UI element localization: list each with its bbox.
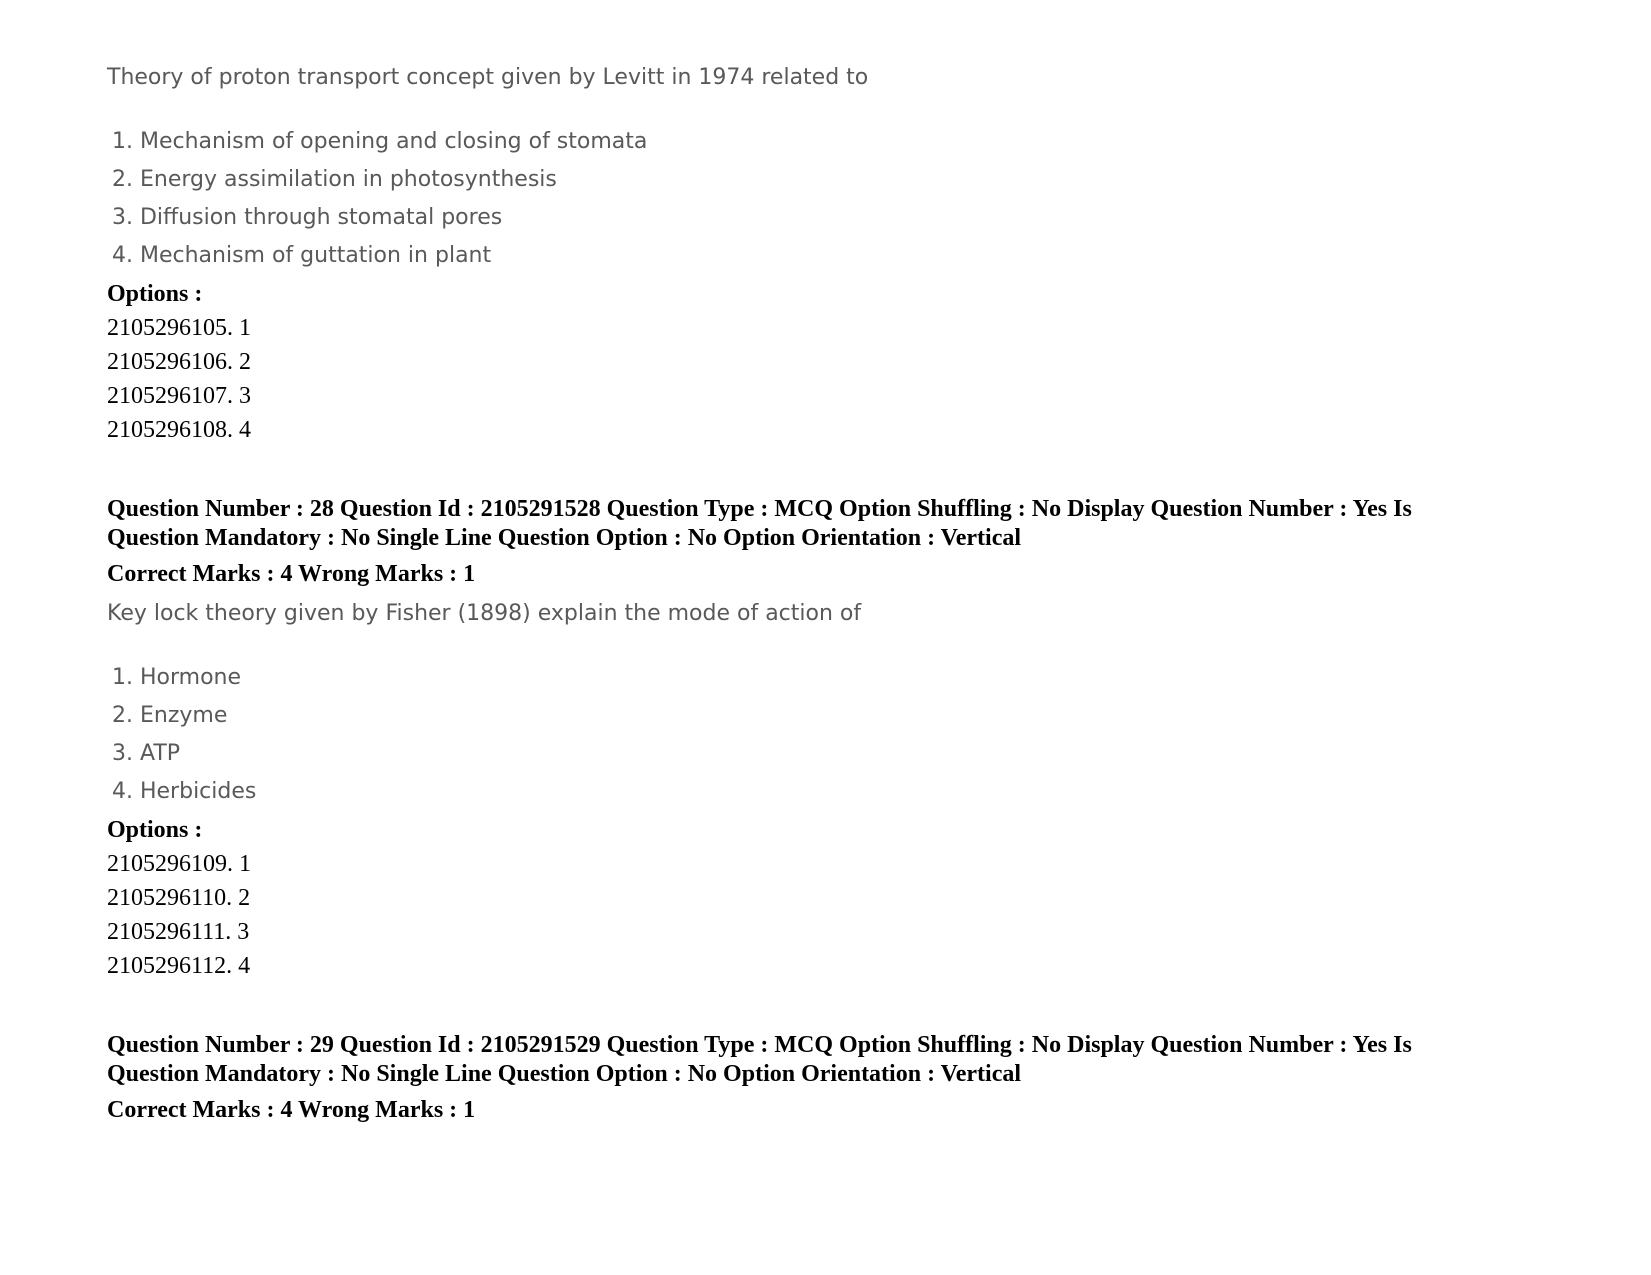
list-item: 1. Hormone bbox=[112, 665, 242, 690]
option-item: 2105296109. 1 bbox=[107, 851, 251, 877]
list-item: 2. Enzyme bbox=[112, 703, 228, 728]
list-item: 4. Mechanism of guttation in plant bbox=[112, 243, 492, 268]
question-27-options bbox=[107, 311, 251, 447]
option-item: 2105296108. 4 bbox=[107, 417, 251, 443]
option-item: 2105296107. 3 bbox=[107, 383, 251, 409]
option-item: 2105296110. 2 bbox=[107, 885, 251, 911]
list-item: 4. Herbicides bbox=[112, 779, 257, 804]
option-item: 2105296112. 4 bbox=[107, 953, 251, 979]
question-28-meta: Question Number : 28 Question Id : 2105291528 Question Type : MCQ Option Shuffling : No Display Question Number : Yes Is Question Mandatory : No Single Line Question Option : No Option Orientation : Vertical bbox=[107, 496, 1412, 551]
option-item: 2105296111. 3 bbox=[107, 919, 250, 945]
list-item: 3. Diffusion through stomatal pores bbox=[112, 205, 503, 230]
options-label: Options : bbox=[107, 281, 203, 307]
question-29-meta: Question Number : 29 Question Id : 2105291529 Question Type : MCQ Option Shuffling : No Display Question Number : Yes Is Question Mandatory : No Single Line Question Option : No Option Orientation : Vertical bbox=[107, 1032, 1412, 1087]
question-28-stem: Key lock theory given by Fisher (1898) explain the mode of action of bbox=[107, 601, 862, 626]
question-28-marks: Correct Marks : 4 Wrong Marks : 1 bbox=[107, 561, 476, 587]
list-item: 3. ATP bbox=[112, 741, 181, 766]
list-item: 2. Energy assimilation in photosynthesis bbox=[112, 167, 557, 192]
question-28-statement-list bbox=[107, 659, 256, 811]
options-label: Options : bbox=[107, 817, 203, 843]
option-item: 2105296106. 2 bbox=[107, 349, 251, 375]
question-28-options bbox=[107, 847, 251, 983]
question-29-marks: Correct Marks : 4 Wrong Marks : 1 bbox=[107, 1097, 476, 1123]
question-27-stem: Theory of proton transport concept given by Levitt in 1974 related to bbox=[107, 65, 869, 90]
option-item: 2105296105. 1 bbox=[107, 315, 251, 341]
list-item: 1. Mechanism of opening and closing of stomata bbox=[112, 129, 648, 154]
question-27-statement-list bbox=[107, 123, 647, 275]
